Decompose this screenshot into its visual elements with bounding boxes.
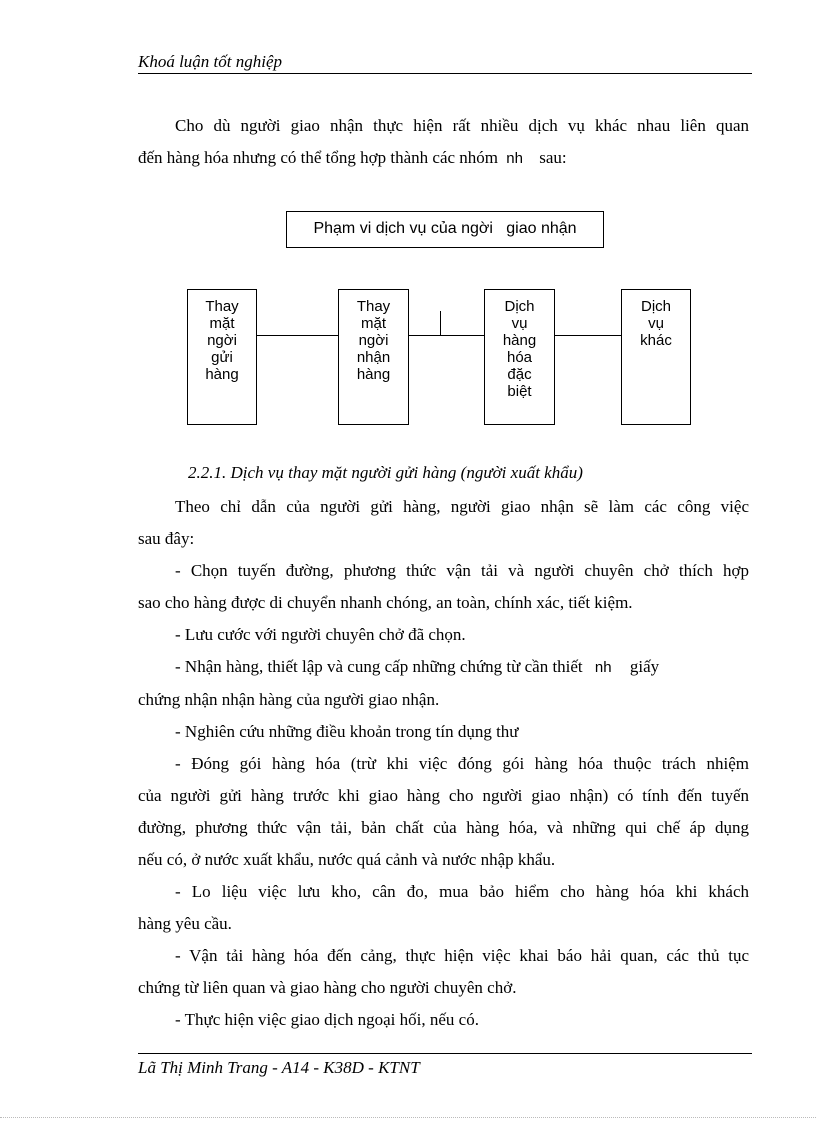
box-receiver-line: Thay [356,298,391,315]
body-content [138,491,749,1036]
connector-3-4 [554,335,621,336]
connector-2-3 [408,335,484,336]
diagram-box-special-goods [484,289,555,425]
p1-line-2: sau đây: [138,529,195,548]
page-bottom-edge [0,1117,816,1118]
bullet-5-line-1: - Đóng gói hàng hóa (trừ khi việc đóng gói hàng hóa thuộc trách nhiệm [175,754,749,773]
bullet-3-line-2: chứng nhận nhận hàng của người giao nhận. [138,690,440,709]
intro-paragraph [138,110,749,175]
bullet-7-line-2: chứng từ liên quan và giao hàng cho người chuyên chở. [138,978,517,997]
bullet-7-line-1: - Vận tải hàng hóa đến cảng, thực hiện việc khai báo hải quan, các thủ tục [175,946,749,965]
page-header-title: Khoá luận tốt nghiệp [138,52,283,71]
box-special-line: hàng [502,332,537,349]
bullet-5-line-3: đường, phương thức vận tải, bản chất của hàng hóa, và những qui chế áp dụng [138,818,749,837]
box-special-line: biệt [507,383,532,400]
intro-line-2 [138,142,749,175]
bullet-5-line-2: của người gửi hàng trước khi giao hàng cho người giao nhận) có tính đến tuyến [138,786,749,805]
bullet-6-line-2: hàng yêu cầu. [138,914,232,933]
diagram-root-box [286,211,604,248]
bullet-5-line-4: nếu có, ở nước xuất khẩu, nước quá cảnh và nước nhập khẩu. [138,850,556,869]
box-special-line: đặc [507,366,532,383]
bullet-3-text: - Nhận hàng, thiết lập và cung cấp những chứng từ cần thiết [175,657,583,676]
section-heading: 2.2.1. Dịch vụ thay mặt người gửi hàng (người xuất khẩu) [188,463,583,482]
box-special-line: vụ [511,315,528,332]
bullet-3-nh-fragment: nh [594,659,612,676]
footer-divider [138,1053,752,1054]
box-receiver-line: nhận [356,349,391,366]
connector-1-2 [256,335,338,336]
box-other-line: khác [640,332,672,349]
intro-line-2-text: đến hàng hóa nhưng có thể tổng hợp thành các nhóm [138,148,499,167]
bullet-8: - Thực hiện việc giao dịch ngoại hối, nếu có. [175,1010,479,1029]
box-sender-line: Thay [205,298,239,315]
box-sender-line: mặt [209,315,235,332]
diagram-root-label: Phạm vi dịch vụ của ngời giao nhận [313,220,577,237]
intro-line-2-end: sau: [539,148,567,167]
bullet-3-end: giấy [629,657,660,676]
box-receiver-line: ngời [358,332,389,349]
box-other-line: vụ [648,315,664,332]
diagram-box-receiver [338,289,409,425]
bullet-1-line-1: - Chọn tuyến đường, phương thức vận tải và người chuyên chở thích hợp [175,561,749,580]
box-receiver-line: mặt [360,315,386,332]
p1-line-1: Theo chỉ dẫn của người gửi hàng, người giao nhận sẽ làm các công việc [175,497,749,516]
box-receiver-line: hàng [356,366,391,383]
header-divider [138,73,752,74]
box-special-line: Dịch [504,298,535,315]
intro-nh-fragment: nh [506,150,523,167]
bullet-3-line-1 [138,651,749,684]
intro-line-1: Cho dù người giao nhận thực hiện rất nhiều dịch vụ khác nhau liên quan [175,116,749,135]
connector-tick [440,311,441,335]
page-footer-author: Lã Thị Minh Trang - A14 - K38D - KTNT [138,1058,420,1077]
bullet-4: - Nghiên cứu những điều khoản trong tín dụng thư [175,722,519,741]
box-other-line: Dịch [640,298,671,315]
bullet-1-line-2: sao cho hàng được di chuyển nhanh chóng, an toàn, chính xác, tiết kiệm. [138,593,633,612]
bullet-2: - Lưu cước với người chuyên chở đã chọn. [175,625,466,644]
bullet-6-line-1: - Lo liệu việc lưu kho, cân đo, mua bảo hiểm cho hàng hóa khi khách [175,882,749,901]
box-special-line: hóa [506,349,533,366]
diagram-box-other [621,289,691,425]
box-sender-line: ngời [207,332,237,349]
box-sender-line: gửi [211,349,233,366]
diagram-box-sender [187,289,257,425]
box-sender-line: hàng [205,366,239,383]
